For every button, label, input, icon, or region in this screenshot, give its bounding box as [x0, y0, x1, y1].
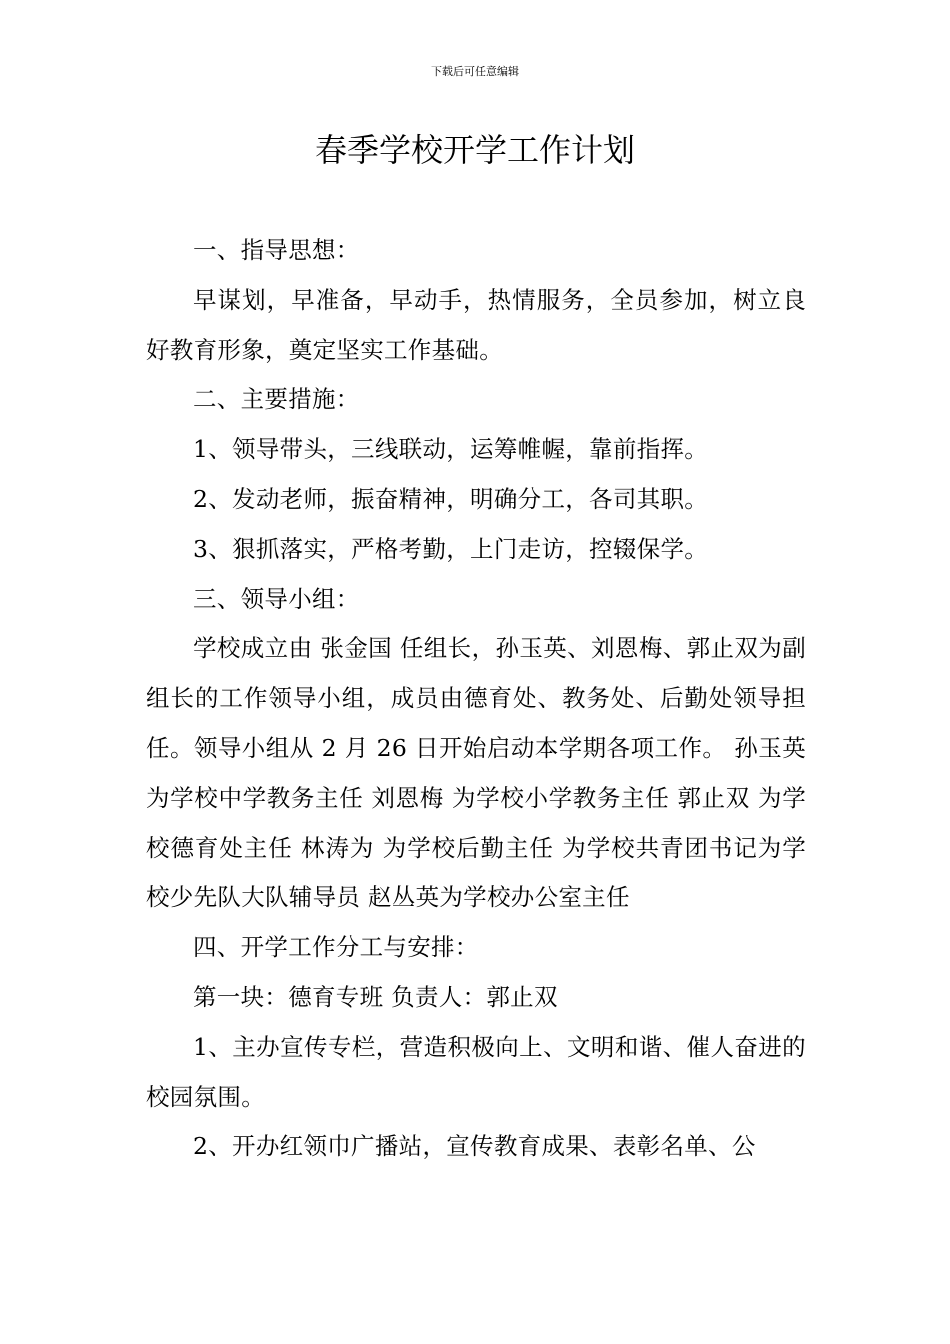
paragraph-leadership-group: 学校成立由 张金国 任组长，孙玉英、刘恩梅、郭止双为副组长的工作领导小组，成员由德育处、教务处、后勤处领导担任。领导小组从 2 月 26 日开始启动本学期各项工作。 孙玉英 为学校中学教务主任 刘恩梅 为学校小学教务主任 郭止双 为学校德育处主任 林涛为 为学校后勤主任 为学校共青团书记为学校少先队大队辅导员 赵丛英为学校办公室主任 — [146, 634, 806, 912]
section-heading-work-arrangement: 四、开学工作分工与安排： — [193, 933, 479, 962]
list-item-measure-1: 1、领导带头，三线联动，运筹帷幄，靠前指挥。 — [193, 435, 709, 464]
section-heading-guiding-thought: 一、指导思想： — [193, 236, 360, 264]
document-body — [146, 226, 806, 1172]
paragraph-guiding-thought: 早谋划，早准备，早动手，热情服务，全员参加，树立良好教育形象，奠定坚实工作基础。 — [146, 285, 806, 364]
section-heading-leadership-group: 三、领导小组： — [193, 584, 360, 613]
subsection-heading-moral-education: 第一块：德育专班 负责人：郭止双 — [193, 982, 558, 1011]
section-heading-main-measures: 二、主要措施： — [193, 385, 360, 414]
list-item-measure-2: 2、发动老师，振奋精神，明确分工，各司其职。 — [193, 484, 709, 513]
list-item-measure-3: 3、狠抓落实，严格考勤，上门走访，控辍保学。 — [193, 534, 709, 563]
document-title: 春季学校开学工作计划 — [314, 131, 635, 169]
page-header-note: 下载后可任意编辑 — [431, 65, 519, 78]
list-item-arrangement-1: 1、主办宣传专栏，营造积极向上、文明和谐、催人奋进的校园氛围。 — [146, 1032, 806, 1111]
list-item-arrangement-2: 2、开办红领巾广播站，宣传教育成果、表彰名单、公 — [193, 1132, 756, 1161]
